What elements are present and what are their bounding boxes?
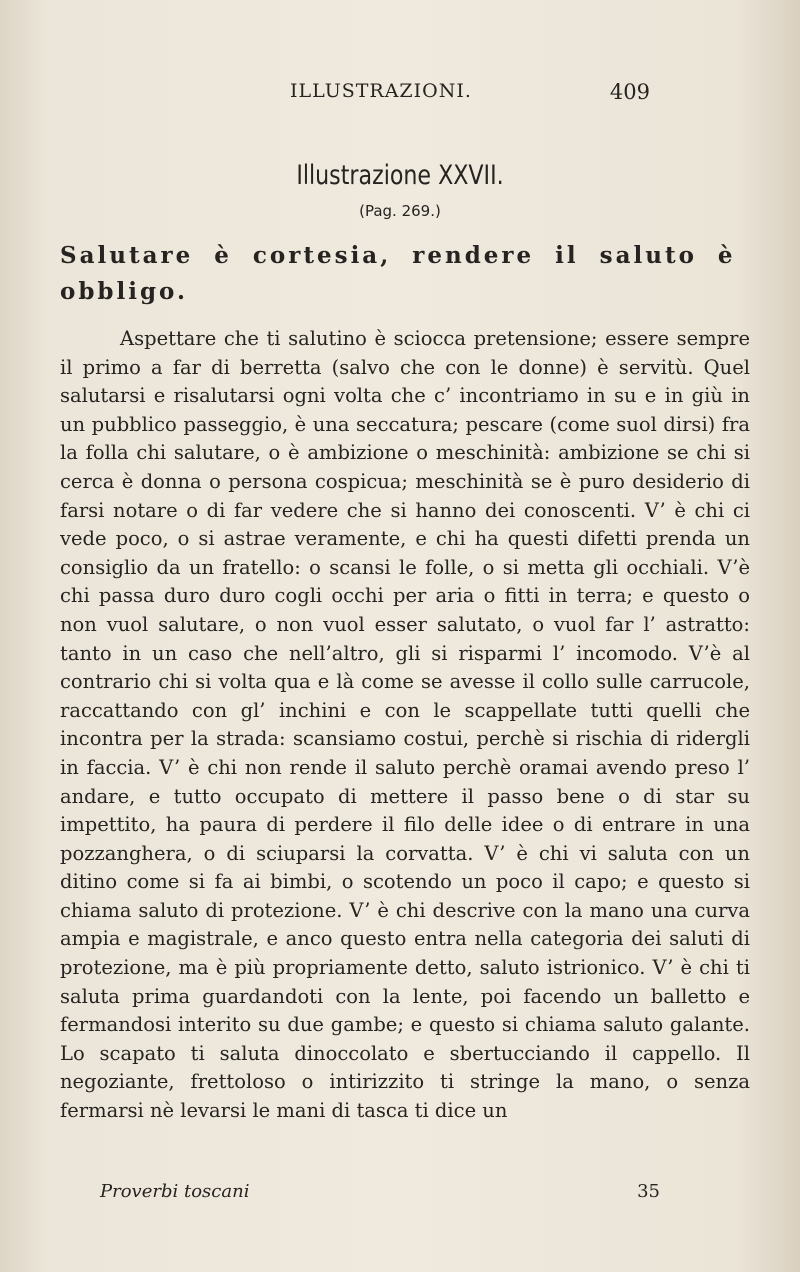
illustration-title: Illustrazione XXVII. [296,160,504,191]
signature-footer [100,1181,690,1209]
footer-book-title: Proverbi toscani [100,1181,250,1202]
running-title: ILLUSTRAZIONI. [290,80,472,102]
page-number: 409 [609,80,650,104]
proverb-heading: Salutare è cortesia, rendere il saluto è obbligo. [60,242,736,305]
running-head [290,80,680,110]
signature-number: 35 [637,1181,660,1202]
page-reference: (Pag. 269.) [359,202,441,220]
body-paragraph: Aspettare che ti salutino è sciocca pretensione; essere sempre il primo a far di berretta (salvo che con le donne) è servitù. Quel salutarsi e risalutarsi ogni volta che c’ incontriamo in su e in giù in un pubblico passeggio, è una seccatura; pescare (come suol dirsi) fra la folla chi salutare, o è ambizione o meschinità: ambizione se chi si cerca è donna o persona cospicua; meschinità se è puro desiderio di farsi notare o di far vedere che si hanno dei conoscenti. V’ è chi ci vede poco, o si astrae veramente, e chi ha questi difetti prenda un consiglio da un fratello: o scansi le folle, o si metta gli occhiali. V’è chi passa duro duro cogli occhi per aria o fitti in terra; e questo o non vuol salutare, o non vuol esser salutato, o vuol far l’ astratto: tanto in un caso che nell’altro, gli si risparmi l’ incomodo. V’è al contrario chi si volta qua e là come se avesse il collo sulle carrucole, raccattando con gl’ inchini e con le scappellate tutti quelli che incontra per la strada: scansiamo costui, perchè si rischia di ridergli in faccia. V’ è chi non rende il saluto perchè oramai avendo preso l’ andare, e tutto occupato di mettere il passo bene o di star su impettito, ha paura di perdere il filo delle idee o di entrare in una pozzanghera, o di sciuparsi la corvatta. V’ è chi vi saluta con un ditino come si fa ai bimbi, o scotendo un poco il capo; e questo si chiama saluto di protezione. V’ è chi descrive con la mano una curva ampia e magistrale, e anco questo entra nella categoria dei saluti di protezione, ma è più propriamente detto, saluto istrionico. V’ è chi ti saluta prima guardandoti con la lente, poi facendo un balletto e fermandosi interito su due gambe; e questo si chiama saluto galante. Lo scapato ti saluta dinoccolato e sbertucciando il cappello. Il negoziante, frettoloso o intirizzito ti stringe la mano, o senza fermarsi nè levarsi le mani di tasca ti dice un [60,327,750,1123]
